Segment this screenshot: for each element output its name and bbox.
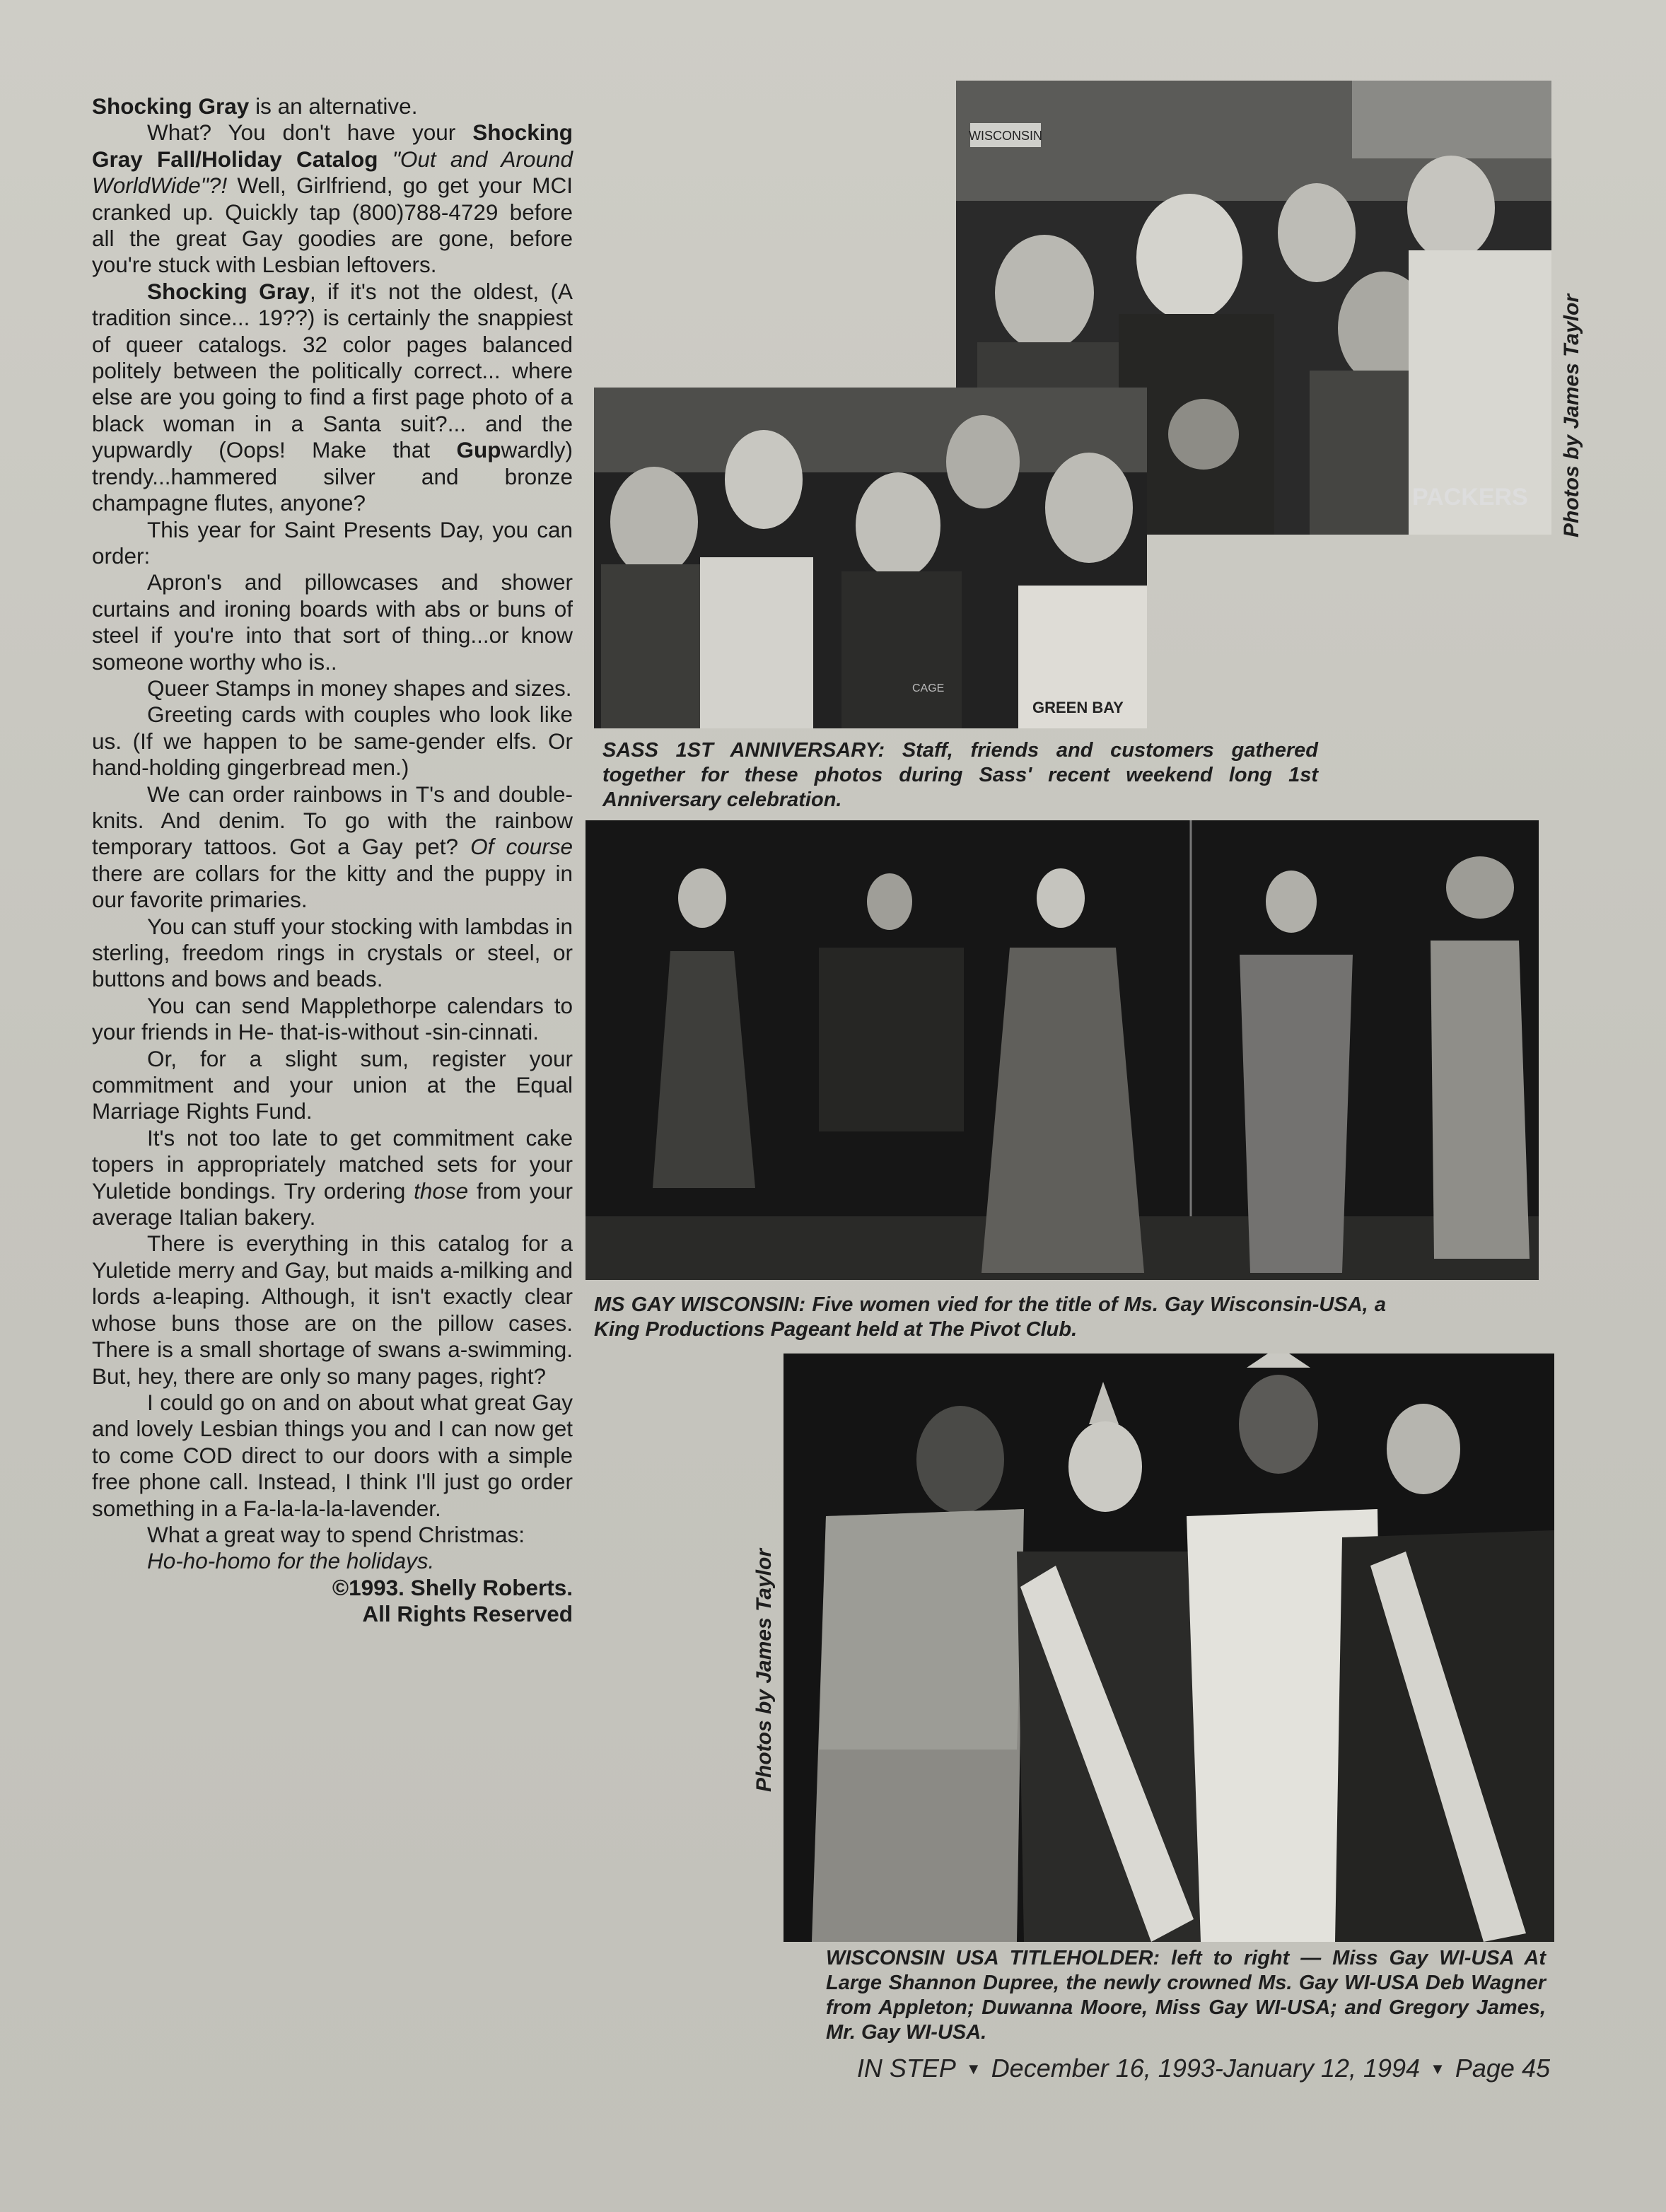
article-paragraph: It's not too late to get commitment cake topers in appropriately matched sets for your Yuletide bondings. Try ordering those from your average Italian bakery. <box>92 1124 573 1230</box>
article-paragraph: You can send Mapplethorpe calendars to your friends in He- that-is-without -sin-cinnati. <box>92 992 573 1045</box>
caption-sass-anniversary: SASS 1ST ANNIVERSARY: Staff, friends and customers gathered together for these photos during Sass' recent weekend long 1st Anniversary celebration. <box>602 739 1318 811</box>
article-paragraph: Or, for a slight sum, register your commitment and your union at the Equal Marriage Rights Fund. <box>92 1045 573 1124</box>
article-paragraph: Queer Stamps in money shapes and sizes. <box>147 675 572 701</box>
article-paragraph: Greeting cards with couples who look like us. (If we happen to be same-gender elfs. Or hand-holding gingerbread men.) <box>92 702 573 781</box>
photo-credit-bottom: Photos by James Taylor <box>752 1548 776 1792</box>
photo-credit-top: Photos by James Taylor <box>1560 293 1583 537</box>
article-tagline: Ho-ho-homo for the holidays. <box>147 1548 435 1574</box>
rights-line: All Rights Reserved <box>362 1601 573 1627</box>
article-paragraph: Shocking Gray, if it's not the oldest, (A tradition since... 19??) is certainly the snappiest of queer catalogs. 32 color pages balanced politely between the politically correct... where else are you going to find a first page photo of a black woman in a Santa suit?... and the yupwardly (Oops! Make that Gupwardly) trendy...hammered silver and bronze champagne flutes, anyone? <box>92 278 573 516</box>
shirt-text-green-bay: GREEN BAY <box>1032 699 1124 716</box>
article-paragraph: You can stuff your stocking with lambdas in sterling, freedom rings in crystals or steel, or buttons and bows and beads. <box>92 913 573 992</box>
page-footer <box>792 2054 1550 2083</box>
article-paragraph: We can order rainbows in T's and double-knits. And denim. To go with the rainbow temporary tattoos. Got a Gay pet? Of course there are collars for the kitty and the puppy in our favorite primaries. <box>92 781 573 913</box>
article-paragraph: This year for Saint Presents Day, you can order: <box>92 516 573 569</box>
article-paragraph: Apron's and pillowcases and shower curtains and ironing boards with abs or buns of steel if you're into that sort of thing...or know someone worthy who is.. <box>92 569 573 675</box>
pageant-photo <box>586 820 1539 1280</box>
caption-titleholder: WISCONSIN USA TITLEHOLDER: left to right — Miss Gay WI-USA At Large Shannon Dupree, the newly crowned Ms. Gay WI-USA Deb Wagner from Appleton; Duwanna Moore, Miss Gay WI-USA; and Gregory James, Mr. Gay WI-USA. <box>826 1947 1546 2044</box>
sass-group-photo-left-art <box>594 388 1147 728</box>
shirt-text: PACKERS <box>1412 484 1528 511</box>
article-paragraph: What? You don't have your Shocking Gray Fall/Holiday Catalog "Out and Around WorldWide"?! Well, Girlfriend, go get your MCI cranked up. Quickly tap (800)788-4729 before all the great Gay goodies are gone, before you're stuck with Lesbian leftovers. <box>92 120 573 278</box>
footer-dates: December 16, 1993-January 12, 1994 <box>991 2054 1421 2083</box>
article-column <box>92 93 573 1628</box>
copyright-line: ©1993. Shelly Roberts. <box>332 1574 573 1600</box>
pageant-photo-art <box>586 820 1539 1280</box>
article-paragraph: What a great way to spend Christmas: <box>147 1521 525 1547</box>
banner-text: WISCONSIN <box>968 129 1043 143</box>
footer-page-number: Page 45 <box>1455 2054 1550 2083</box>
sass-group-photo-left <box>594 388 1147 728</box>
footer-separator-icon: ▼ <box>965 2060 981 2078</box>
article-paragraph: I could go on and on about what great Gay and lovely Lesbian things you and I can now get to come COD direct to our doors with a simple free phone call. Instead, I think I'll just go order something in a Fa-la-la-la-lavender. <box>92 1389 573 1521</box>
titleholder-photo <box>784 1354 1554 1942</box>
footer-publication: IN STEP <box>856 2054 956 2083</box>
caption-ms-gay-wisconsin: MS GAY WISCONSIN: Five women vied for the title of Ms. Gay Wisconsin-USA, a King Productions Pageant held at The Pivot Club. <box>594 1293 1386 1341</box>
titleholder-photo-art <box>784 1354 1554 1942</box>
article-paragraph: Shocking Gray is an alternative. <box>92 93 418 119</box>
shirt-text-cage: CAGE <box>912 682 945 694</box>
footer-separator-icon: ▼ <box>1430 2060 1445 2078</box>
article-paragraph: There is everything in this catalog for a Yuletide merry and Gay, but maids a-milking and lords a-leaping. Although, it isn't exactly clear whose buns those are on the pillow cases. There is a small shortage of swans a-swimming. But, hey, there are only so many pages, right? <box>92 1230 573 1389</box>
